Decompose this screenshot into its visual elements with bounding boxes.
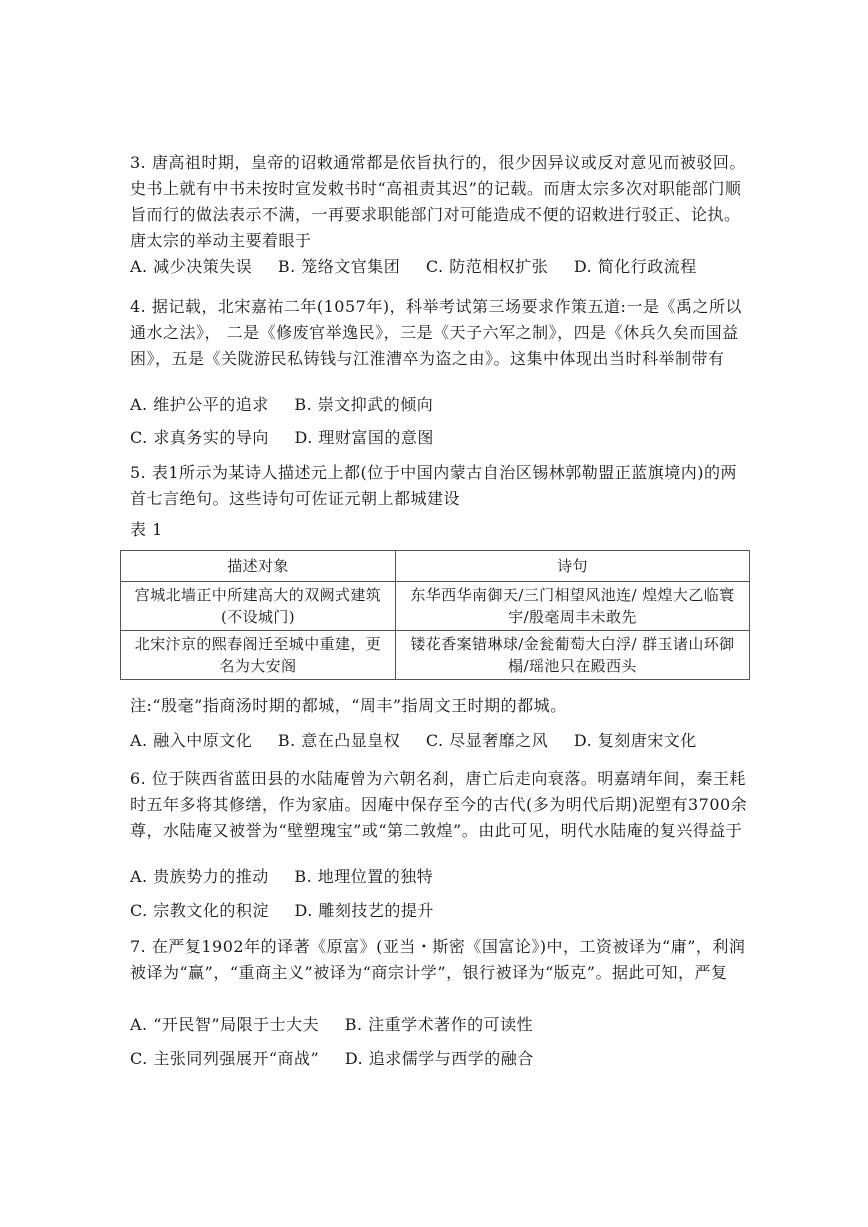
table-header: 描述对象 <box>121 551 396 582</box>
option-c: C. 主张同列强展开“商战” <box>130 1049 320 1068</box>
question-3-stem: 3. 唐高祖时期，皇帝的诏敕通常都是依旨执行的，很少因异议或反对意见而被驳回。史书上就有中书未按时宣发敕书时“高祖责其迟”的记载。而唐太宗多次对职能部门顺旨而行的做法表示不满，一再要求职能部门对可能造成不便的诏敕进行驳正、论执。唐太宗的举动主要着眼于 <box>130 153 746 250</box>
option-a: A. “开民智”局限于士大夫 <box>130 1015 320 1034</box>
option-b: B. 意在凸显皇权 <box>277 731 401 750</box>
table-cell: 宫城北墙正中所建高大的双阙式建筑 (不设城门) <box>121 582 396 631</box>
option-b: B. 地理位置的独特 <box>294 867 434 886</box>
question-3-options <box>130 254 770 280</box>
option-b: B. 笼络文官集团 <box>277 257 401 276</box>
option-c: C. 尽显奢靡之风 <box>425 731 549 750</box>
question-6-options-row1 <box>130 864 770 890</box>
question-7-options-row2 <box>130 1046 770 1072</box>
option-a: A. 减少决策失误 <box>130 257 253 276</box>
table-row <box>121 631 750 680</box>
table-header: 诗句 <box>396 551 750 582</box>
question-4-stem: 4. 据记载，北宋嘉祐二年(1057年)，科举考试第三场要求作策五道:一是《禹之所以通水之法》， 二是《修废官举逸民》，三是《天子六军之制》，四是《休兵久矣而国益困》，五是《关陇游民私铸钱与江淮漕卒为盗之由》。这集中体现出当时科举制带有 <box>130 297 742 368</box>
question-6-options-row2 <box>130 898 770 924</box>
option-b: B. 崇文抑武的倾向 <box>294 395 434 414</box>
option-a: A. 维护公平的追求 <box>130 395 269 414</box>
option-d: D. 简化行政流程 <box>573 257 697 276</box>
poem-table <box>120 550 750 680</box>
option-b: B. 注重学术著作的可读性 <box>344 1015 534 1034</box>
option-d: D. 复刻唐宋文化 <box>573 731 697 750</box>
option-a: A. 贵族势力的推动 <box>130 867 269 886</box>
question-7-stem: 7. 在严复1902年的译著《原富》(亚当・斯密《国富论》)中，工资被译为“庸”，利润被译为“赢”，“重商主义”被译为“商宗计学”，银行被译为“版克”。据此可知，严复 <box>130 937 746 982</box>
option-a: A. 融入中原文化 <box>130 731 253 750</box>
table-note: 注:“殷毫”指商汤时期的都城，“周丰”指周文王时期的都城。 <box>130 696 567 715</box>
question-7-options-row1 <box>130 1012 770 1038</box>
question-4-options-row2 <box>130 425 770 451</box>
option-c: C. 宗教文化的积淀 <box>130 901 269 920</box>
option-d: D. 追求儒学与西学的融合 <box>344 1049 534 1068</box>
question-6-stem: 6. 位于陕西省蓝田县的水陆庵曾为六朝名刹，唐亡后走向衰落。明嘉靖年间，秦王耗时五年多将其修缮，作为家庙。因庵中保存至今的古代(多为明代后期)泥塑有3700余尊，水陆庵又被誉为“壁塑瑰宝”或“第二敦煌”。由此可见，明代水陆庵的复兴得益于 <box>130 769 748 840</box>
table-cell: 北宋汴京的熙春阁迁至城中重建，更名为大安阁 <box>121 631 396 680</box>
table-cell: 东华西华南御天/三门相望风池连/ 煌煌大乙临寰宇/殷毫周丰未敢先 <box>396 582 750 631</box>
table-row <box>121 582 750 631</box>
option-c: C. 防范相权扩张 <box>425 257 549 276</box>
option-d: D. 雕刻技艺的提升 <box>294 901 434 920</box>
question-5-options <box>130 728 770 754</box>
question-4-options-row1 <box>130 392 770 418</box>
option-d: D. 理财富国的意图 <box>294 428 434 447</box>
table-caption: 表 1 <box>130 520 163 539</box>
table-cell: 镂花香案错琳球/金瓮葡萄大白浮/ 群玉诸山环御榻/瑶池只在殿西头 <box>396 631 750 680</box>
table-header-row <box>121 551 750 582</box>
option-c: C. 求真务实的导向 <box>130 428 269 447</box>
question-5-stem: 5. 表1所示为某诗人描述元上都(位于中国内蒙古自治区锡林郭勒盟正蓝旗境内)的两首七言绝句。这些诗句可佐证元朝上都城建设 <box>130 463 738 508</box>
